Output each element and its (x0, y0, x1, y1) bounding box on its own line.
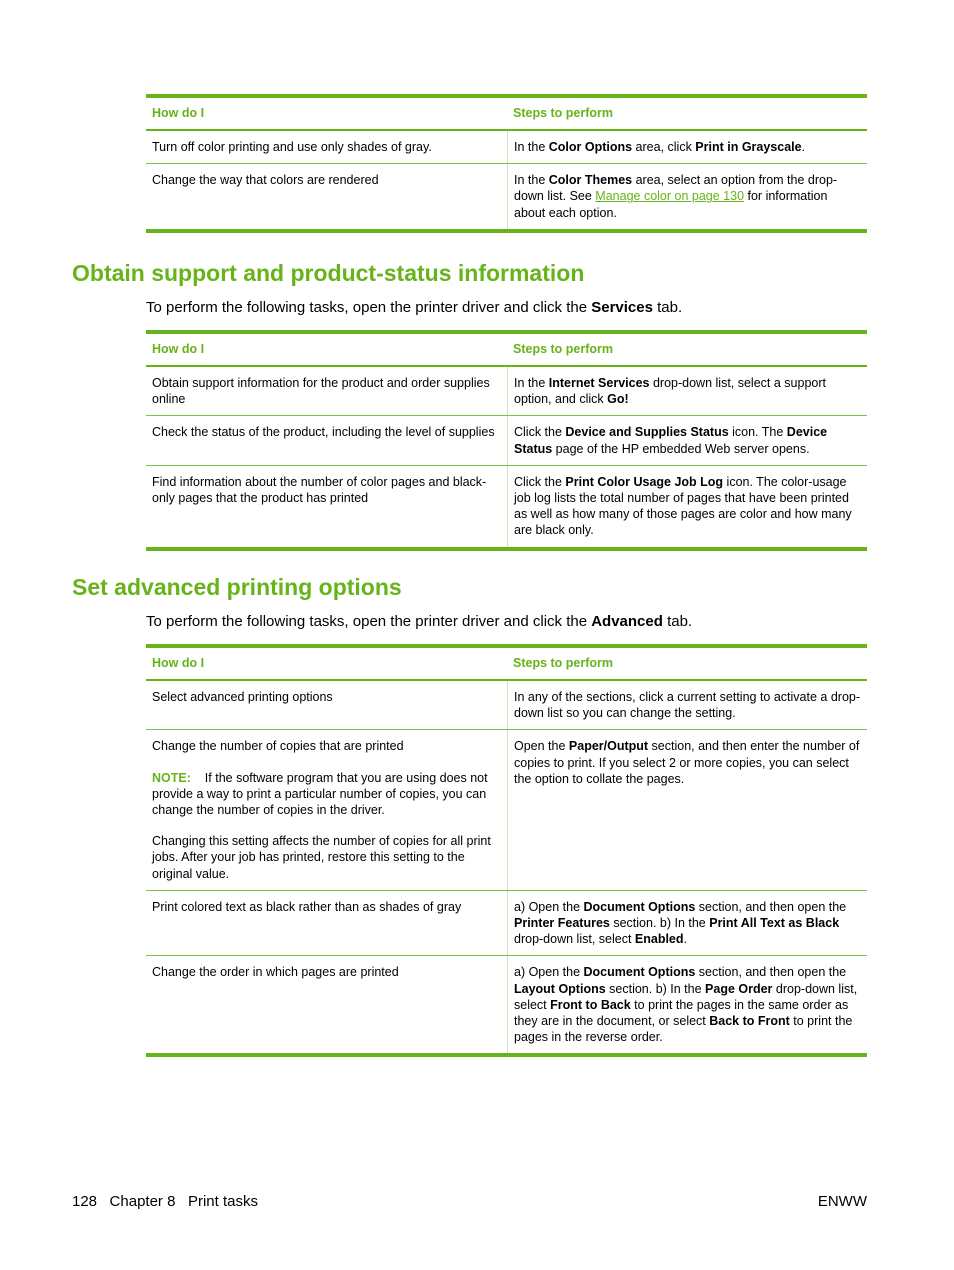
steps-text: In the (514, 376, 549, 390)
steps-text: icon. The color-usage job log lists the total number of pages that have been printed as well as how many of those pages are color and how many are black only. (514, 474, 852, 538)
steps-text: for information about each option. (514, 189, 828, 220)
steps-text: . (801, 140, 806, 154)
steps-text: Click the (514, 425, 566, 440)
steps-cell (507, 730, 867, 889)
chapter-title: Print tasks (187, 1193, 258, 1210)
table-row (146, 681, 867, 730)
steps-text: In the (514, 140, 549, 154)
manage-color-link[interactable]: Manage color on page 130 (595, 189, 745, 204)
task-cell: Print colored text as black rather than as shades of gray (152, 899, 462, 914)
page-number: 128 (72, 1193, 98, 1210)
steps-cell (507, 367, 867, 415)
steps-bold: Print All Text as Black (709, 916, 840, 931)
column-header-how: How do I (152, 106, 205, 121)
table-header (146, 644, 867, 681)
steps-text: area, click (632, 140, 696, 154)
table-row (146, 164, 867, 233)
steps-cell (507, 956, 867, 1053)
page-footer-right: ENWW (817, 1193, 867, 1210)
table-row (146, 956, 867, 1057)
table-row (146, 367, 867, 416)
column-header-steps: Steps to perform (513, 342, 614, 357)
table-row (146, 466, 867, 551)
support-table (146, 330, 867, 551)
section-intro-advanced (146, 613, 692, 630)
task-cell (146, 730, 507, 889)
task-text: Change the number of copies that are printed (152, 739, 404, 754)
steps-bold: Paper/Output (568, 739, 649, 754)
steps-bold: Layout Options (514, 981, 606, 996)
intro-text: tab. (662, 613, 693, 630)
steps-text: icon. The (728, 425, 787, 440)
steps-text: section, and then open the (695, 899, 847, 914)
steps-text: Click the (514, 474, 566, 489)
intro-bold: Services (591, 299, 653, 316)
steps-cell (507, 891, 867, 956)
steps-text: a) Open the (514, 965, 584, 980)
steps-text: section, and then open the (695, 965, 847, 980)
steps-bold: Device and Supplies Status (565, 425, 729, 440)
table-row (146, 416, 867, 465)
steps-text: In the (514, 173, 549, 188)
steps-cell (507, 466, 867, 547)
intro-text: To perform the following tasks, open the printer driver and click the (146, 299, 592, 316)
steps-text: to print the pages in the same order as they are in the document, or select (514, 997, 849, 1029)
steps-bold: Go! (607, 392, 629, 407)
steps-cell (507, 131, 867, 163)
steps-bold: Internet Services (548, 376, 650, 390)
note-text: If the software program that you are using does not provide a way to print a particular number of copies, you can change the number of copies in the driver. (152, 770, 488, 818)
steps-bold: Document Options (583, 899, 696, 914)
task-cell: Find information about the number of color pages and black-only pages that the product has printed (152, 474, 487, 506)
advanced-table (146, 644, 867, 1057)
color-options-table (146, 94, 867, 233)
steps-bold: Enabled (634, 932, 684, 947)
column-header-how: How do I (152, 656, 205, 671)
steps-text: section. b) In the (605, 981, 706, 996)
steps-cell (507, 416, 867, 464)
steps-text: Open the (514, 739, 569, 754)
steps-bold: Device Status (514, 425, 828, 456)
task-cell: Check the status of the product, including the level of supplies (152, 425, 495, 440)
column-header-how: How do I (152, 342, 205, 357)
task-cell: Change the way that colors are rendered (152, 173, 379, 188)
table-row (146, 730, 867, 890)
steps-text: drop-down list, select a support option, and click (514, 376, 826, 407)
page-footer-left (72, 1193, 258, 1210)
task-cell: Turn off color printing and use only shades of gray. (152, 140, 432, 154)
table-header (146, 94, 867, 131)
steps-bold: Front to Back (550, 997, 631, 1012)
steps-bold: Document Options (583, 965, 696, 980)
section-heading-support: Obtain support and product-status information (72, 260, 585, 286)
section-intro-support (146, 299, 682, 316)
steps-bold: Page Order (705, 981, 773, 996)
table-header (146, 330, 867, 367)
steps-text: . (683, 932, 687, 947)
section-heading-advanced: Set advanced printing options (72, 574, 402, 600)
steps-bold: Back to Front (709, 1014, 790, 1029)
note-block (152, 770, 501, 819)
task-cell: Obtain support information for the product and order supplies online (152, 376, 490, 407)
steps-text: section. b) In the (609, 916, 710, 931)
task-cell: Select advanced printing options (152, 690, 333, 704)
steps-text: drop-down list, select (514, 981, 858, 1012)
chapter-label: Chapter 8 (109, 1193, 176, 1210)
intro-text: To perform the following tasks, open the printer driver and click the (146, 613, 592, 630)
intro-bold: Advanced (591, 613, 663, 630)
steps-bold: Print Color Usage Job Log (565, 474, 724, 489)
steps-bold: Color Options (548, 140, 633, 154)
table-row (146, 891, 867, 957)
steps-text: a) Open the (514, 899, 584, 914)
steps-bold: Print in Grayscale (695, 140, 802, 154)
steps-cell (507, 164, 867, 229)
steps-text: drop-down list, select (514, 932, 635, 947)
note-label: NOTE: (152, 770, 191, 785)
intro-text: tab. (652, 299, 683, 316)
column-header-steps: Steps to perform (513, 656, 614, 671)
steps-cell: In any of the sections, click a current setting to activate a drop-down list so you can change the setting. (507, 681, 867, 729)
steps-text: page of the HP embedded Web server opens. (552, 441, 810, 456)
extra-text: Changing this setting affects the number of copies for all print jobs. After your job has printed, restore this setting to the original value. (152, 834, 491, 881)
table-row (146, 131, 867, 164)
task-cell: Change the order in which pages are printed (152, 965, 399, 980)
steps-text: to print the pages in the reverse order. (514, 1014, 853, 1045)
steps-bold: Color Themes (548, 173, 633, 188)
steps-text: area, select an option from the drop-down list. See (514, 173, 838, 204)
column-header-steps: Steps to perform (513, 106, 614, 121)
steps-bold: Printer Features (514, 916, 610, 931)
steps-text: section, and then enter the number of copies to print. If you select 2 or more copies, you can select the option to collate the pages. (514, 739, 860, 786)
